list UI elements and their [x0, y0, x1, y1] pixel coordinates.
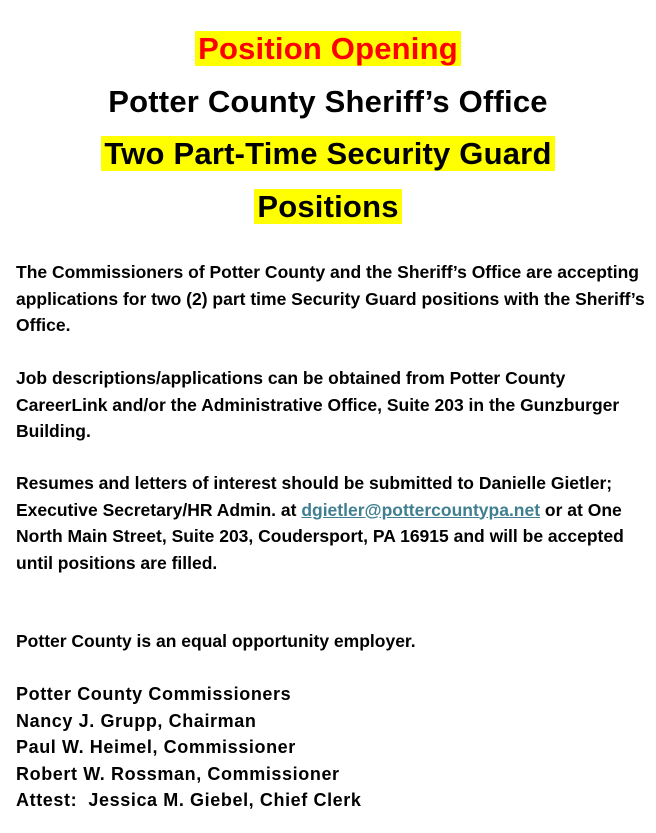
heading-positions: [0, 180, 656, 233]
heading-office: [0, 75, 656, 128]
signature-line: Robert W. Rossman, Commissioner: [16, 763, 340, 784]
heading-job-title: [0, 127, 656, 180]
paragraph-job-descriptions: Job descriptions/applications can be obtained from Potter County CareerLink and/or the Administrative Office, Suite 203 in the Gunzburger Building.: [16, 368, 620, 441]
heading-job-title-text: Two Part-Time Security Guard: [101, 136, 554, 171]
submission-text-after: or at One North Main Street, Suite 203, Coudersport, PA 16915 and will be accepted until positions are filled.: [16, 499, 624, 573]
heading-position-opening-text: Position Opening: [195, 31, 461, 66]
heading-positions-text: Positions: [254, 189, 401, 224]
signature-line: Nancy J. Grupp, Chairman: [16, 710, 257, 731]
submission-text-before: Resumes and letters of interest should be submitted to Danielle Gietler; Executive Secretary/HR Admin. at: [16, 473, 613, 520]
signature-line: Potter County Commissioners: [16, 684, 292, 704]
paragraph-submission: [16, 470, 646, 576]
email-link[interactable]: dgietler@pottercountypa.net: [301, 499, 541, 520]
paragraph-equal-opportunity: Potter County is an equal opportunity employer.: [16, 631, 416, 651]
signature-line: Paul W. Heimel, Commissioner: [16, 737, 296, 757]
heading-office-text: Potter County Sheriff’s Office: [108, 84, 548, 119]
signature-block: [16, 681, 362, 814]
paragraph-intro: The Commissioners of Potter County and the Sheriff’s Office are accepting applications for two (2) part time Security Guard positions with the Sheriff’s Office.: [16, 262, 645, 335]
signature-line: Attest: Jessica M. Giebel, Chief Clerk: [16, 790, 362, 810]
heading-position-opening: [0, 22, 656, 75]
